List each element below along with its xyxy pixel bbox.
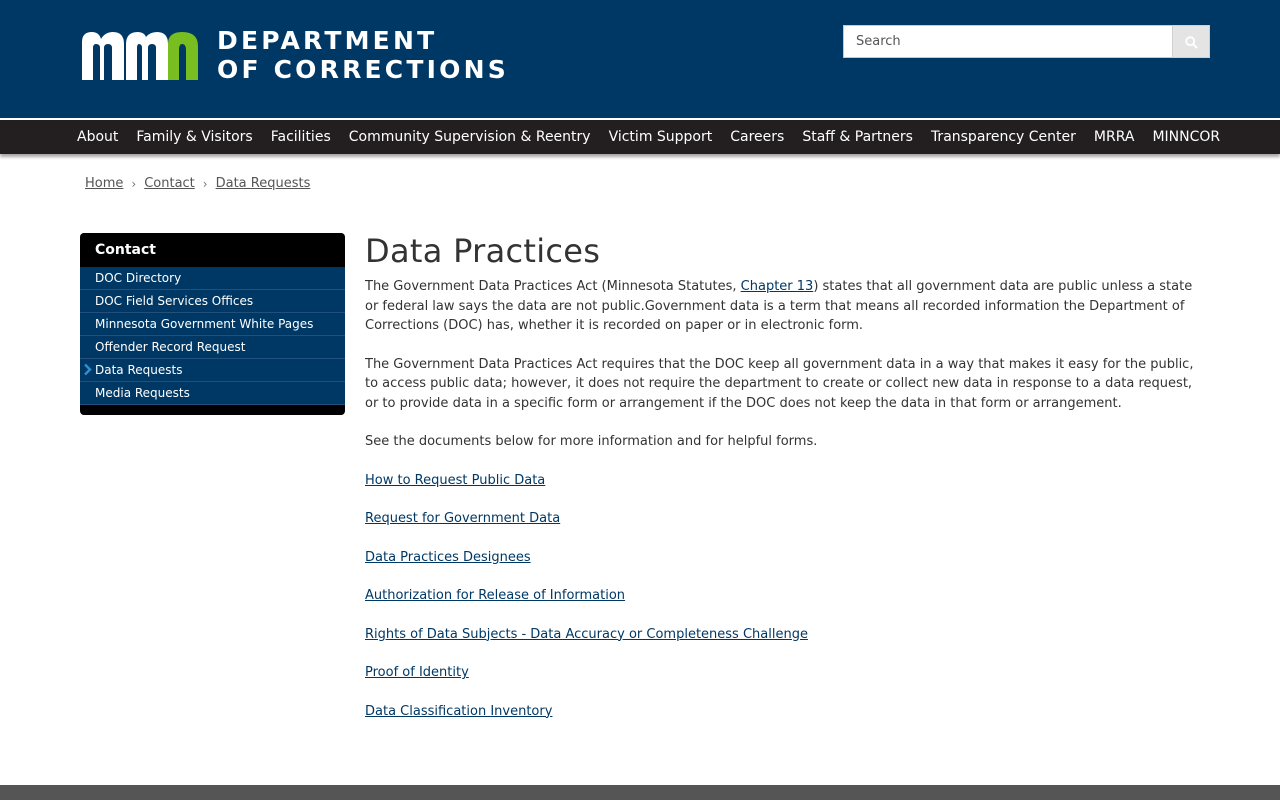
nav-item-minncor[interactable]: MINNCOR [1152,129,1221,145]
sidebar-item-label: DOC Directory [95,271,182,285]
search-form [843,25,1210,59]
logo-line-2: OF CORRECTIONS [217,55,509,84]
breadcrumb-separator: › [202,176,208,191]
breadcrumb-data-requests[interactable]: Data Requests [215,176,311,191]
sidebar-item-label: Offender Record Request [95,340,246,354]
intro-paragraph [365,277,1200,336]
search-icon [1185,36,1198,49]
nav-item-family-visitors[interactable]: Family & Visitors [136,129,253,145]
mn-doc-logo[interactable] [82,28,512,84]
link-data-classification-inventory[interactable]: Data Classification Inventory [365,703,553,719]
logo-wordmark [217,26,509,84]
link-proof-of-identity[interactable]: Proof of Identity [365,665,469,680]
requirements-paragraph: The Government Data Practices Act requires that the DOC keep all government data in a way that makes it easy for the public, to access public data; however, it does not require the department to create or collect new data in response to a data request, or to provide data in a specific form or arrangement if the DOC does not keep the data in that form or arrangement. [365,356,1194,411]
sidebar-item-label: Data Requests [95,363,183,377]
site-header [0,0,1280,118]
link-request-government-data[interactable]: Request for Government Data [365,511,561,526]
chevron-right-icon [83,363,92,376]
sidebar-item-data-requests[interactable] [80,359,345,382]
sidebar-item-white-pages[interactable] [80,313,345,336]
sidebar-item-field-services[interactable] [80,290,345,313]
nav-item-careers[interactable]: Careers [730,129,785,145]
footer-bar [0,785,1280,800]
para-text: ) states that all government data are public unless a state or federal law says the data are not public.Government data is a term that means all recorded information the Department of Corrections (DOC) has, whether it is recorded on paper or in electronic form. [365,279,1193,333]
sidebar-nav [80,233,345,415]
breadcrumb-separator: › [131,176,137,191]
documents-intro: See the documents below for more information and for helpful forms. [365,434,818,449]
nav-item-victim-support[interactable]: Victim Support [608,129,713,145]
breadcrumb-contact[interactable]: Contact [144,176,195,191]
nav-item-mrra[interactable]: MRRA [1093,129,1135,145]
sidebar-item-doc-directory[interactable] [80,267,345,290]
sidebar-item-label: Minnesota Government White Pages [95,317,314,331]
search-button[interactable] [1172,25,1210,58]
sidebar-item-label: Media Requests [95,386,190,400]
nav-item-about[interactable]: About [77,129,119,145]
breadcrumb [85,176,310,191]
mn-logo-mark [82,28,202,84]
sidebar-title[interactable]: Contact [95,242,156,258]
sidebar-list [80,267,345,405]
main-navigation [0,118,1280,154]
main-content [365,230,1200,740]
breadcrumb-home[interactable]: Home [85,176,124,191]
sidebar-item-offender-record[interactable] [80,336,345,359]
nav-list [68,120,1229,154]
nav-item-transparency-center[interactable]: Transparency Center [930,129,1076,145]
para-text: The Government Data Practices Act (Minnesota Statutes, [365,279,741,294]
nav-item-community-supervision[interactable]: Community Supervision & Reentry [348,129,591,145]
link-rights-of-data-subjects[interactable]: Rights of Data Subjects - Data Accuracy or Completeness Challenge [365,626,808,642]
sidebar-item-media-requests[interactable] [80,382,345,405]
link-authorization-release[interactable]: Authorization for Release of Information [365,588,626,603]
logo-line-1: DEPARTMENT [217,26,438,55]
link-data-practices-designees[interactable]: Data Practices Designees [365,549,531,565]
sidebar-item-label: DOC Field Services Offices [95,294,254,308]
search-input[interactable] [843,25,1173,58]
page-title: Data Practices [365,232,601,270]
nav-item-facilities[interactable]: Facilities [270,129,331,145]
nav-item-staff-partners[interactable]: Staff & Partners [802,129,913,145]
chapter-13-link[interactable]: Chapter 13 [740,279,814,294]
link-how-to-request-public-data[interactable]: How to Request Public Data [365,472,546,488]
